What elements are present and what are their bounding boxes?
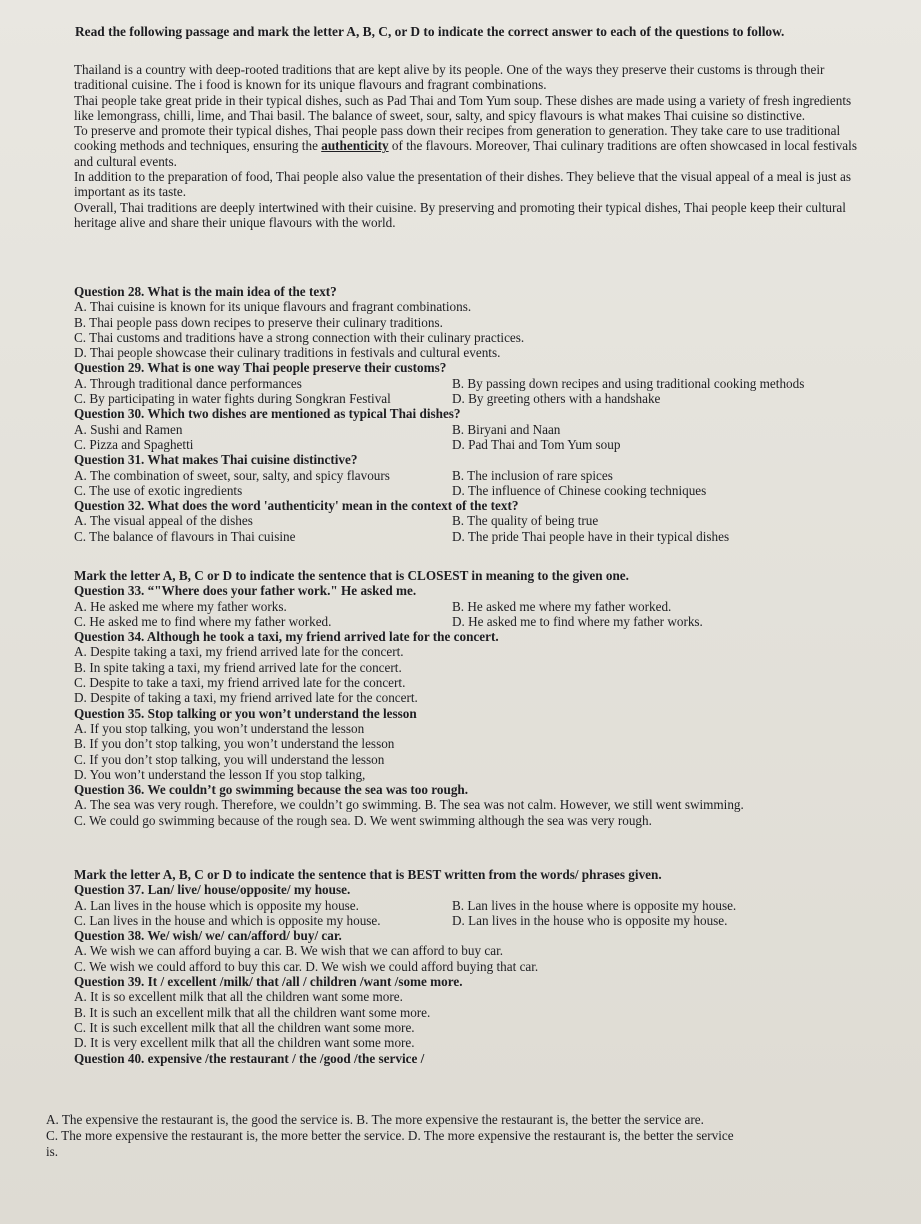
option: C. The use of exotic ingredients bbox=[74, 482, 243, 498]
passage-paragraph-4: In addition to the preparation of food, Thai people also value the presentation of their dishes. They believe that the visual appeal of a meal is just as important as its taste. bbox=[74, 169, 851, 200]
passage-paragraph-2: Thai people take great pride in their typical dishes, such as Pad Thai and Tom Yum soup. These dishes are made using a variety of fresh ingredients like lemongrass, chilli, lime, and Thai basil. The balance of sweet, sour, salty, and spicy flavours is what makes Thai cuisine so distinctive. bbox=[74, 92, 852, 123]
option: C. Despite to take a taxi, my friend arrived late for the concert. bbox=[74, 675, 406, 691]
question-29: Question 29. What is one way Thai people preserve their customs? bbox=[74, 360, 447, 376]
option: A. It is so excellent milk that all the children want some more. bbox=[74, 989, 403, 1005]
option: A. Thai cuisine is known for its unique flavours and fragrant combinations. bbox=[74, 299, 472, 315]
option: C. We wish we could afford to buy this car. D. We wish we could afford buying that car. bbox=[74, 958, 539, 974]
option: B. If you don’t stop talking, you won’t understand the lesson bbox=[74, 736, 395, 752]
question-38: Question 38. We/ wish/ we/ can/afford/ buy/ car. bbox=[74, 928, 342, 944]
question-39: Question 39. It / excellent /milk/ that /all / children /want /some more. bbox=[74, 974, 463, 990]
option: B. In spite taking a taxi, my friend arrived late for the concert. bbox=[74, 659, 402, 675]
question-33: Question 33. “"Where does your father work." He asked me. bbox=[74, 583, 417, 599]
option: A. If you stop talking, you won’t understand the lesson bbox=[74, 720, 365, 736]
option: A. The sea was very rough. Therefore, we couldn’t go swimming. B. The sea was not calm. However, we still went swimming. bbox=[74, 797, 744, 813]
question-40-options bbox=[46, 1112, 906, 1159]
option: A. The expensive the restaurant is, the good the service is. B. The more expensive the restaurant is, the better the service are. bbox=[46, 1112, 704, 1127]
closest-instructions: Mark the letter A, B, C or D to indicate the sentence that is CLOSEST in meaning to the given one. bbox=[74, 568, 629, 583]
option: D. Despite of taking a taxi, my friend arrived late for the concert. bbox=[74, 690, 418, 706]
option: A. Lan lives in the house which is opposite my house. bbox=[74, 897, 359, 913]
question-40: Question 40. expensive /the restaurant / the /good /the service / bbox=[74, 1050, 425, 1066]
option: C. The more expensive the restaurant is, the more better the service. D. The more expensive the restaurant is, the better the service bbox=[46, 1127, 734, 1143]
option: C. We could go swimming because of the rough sea. D. We went swimming although the sea was very rough. bbox=[74, 812, 652, 828]
reading-passage bbox=[74, 62, 874, 230]
option: B. Lan lives in the house where is opposite my house. bbox=[452, 897, 737, 913]
option: A. Sushi and Ramen bbox=[74, 421, 183, 437]
option: D. It is very excellent milk that all the children want some more. bbox=[74, 1035, 415, 1051]
option: B. He asked me where my father worked. bbox=[452, 598, 672, 614]
option: A. Through traditional dance performances bbox=[74, 375, 302, 391]
question-35: Question 35. Stop talking or you won’t understand the lesson bbox=[74, 705, 417, 721]
option: D. You won’t understand the lesson If you stop talking, bbox=[74, 766, 366, 782]
option: C. Thai customs and traditions have a strong connection with their culinary practices. bbox=[74, 329, 525, 345]
option: B. By passing down recipes and using traditional cooking methods bbox=[452, 375, 805, 391]
option: C. He asked me to find where my father worked. bbox=[74, 613, 332, 629]
question-37: Question 37. Lan/ live/ house/opposite/ my house. bbox=[74, 882, 351, 898]
passage-paragraph-1: Thailand is a country with deep-rooted traditions that are kept alive by its people. One of the ways they preserve their customs is through their traditional cuisine. The i food is known for its unique flavours and fragrant combinations. bbox=[74, 62, 825, 93]
option: A. The combination of sweet, sour, salty, and spicy flavours bbox=[74, 467, 390, 483]
option: B. Thai people pass down recipes to preserve their culinary traditions. bbox=[74, 314, 443, 330]
option: D. By greeting others with a handshake bbox=[452, 391, 661, 407]
option: D. The pride Thai people have in their typical dishes bbox=[452, 528, 730, 544]
question-31: Question 31. What makes Thai cuisine distinctive? bbox=[74, 452, 358, 468]
option: B. Biryani and Naan bbox=[452, 421, 561, 437]
question-30: Question 30. Which two dishes are mentioned as typical Thai dishes? bbox=[74, 406, 461, 422]
option: A. He asked me where my father works. bbox=[74, 598, 287, 614]
question-34: Question 34. Although he took a taxi, my friend arrived late for the concert. bbox=[74, 629, 499, 645]
best-instructions: Mark the letter A, B, C or D to indicate the sentence that is BEST written from the words/ phrases given. bbox=[74, 867, 662, 882]
option: A. The visual appeal of the dishes bbox=[74, 513, 253, 529]
option: C. The balance of flavours in Thai cuisine bbox=[74, 528, 296, 544]
passage-paragraph-5: Overall, Thai traditions are deeply intertwined with their cuisine. By preserving and promoting their typical dishes, Thai people keep their cultural heritage alive and share their unique flavours with the world. bbox=[74, 199, 846, 230]
option: B. The inclusion of rare spices bbox=[452, 467, 613, 483]
closest-meaning-section bbox=[74, 568, 874, 828]
option: D. Lan lives in the house who is opposite my house. bbox=[452, 912, 728, 928]
option: D. Pad Thai and Tom Yum soup bbox=[452, 436, 621, 452]
option: B. It is such an excellent milk that all the children want some more. bbox=[74, 1004, 431, 1020]
best-written-section bbox=[74, 867, 874, 1066]
reading-questions bbox=[74, 284, 874, 544]
option: A. Despite taking a taxi, my friend arrived late for the concert. bbox=[74, 644, 404, 660]
option: C. By participating in water fights during Songkran Festival bbox=[74, 391, 391, 407]
option: C. Lan lives in the house and which is opposite my house. bbox=[74, 912, 381, 928]
reading-instructions bbox=[75, 24, 855, 40]
question-28: Question 28. What is the main idea of the text? bbox=[74, 284, 337, 299]
instructions-text: Read the following passage and mark the letter A, B, C, or D to indicate the correct answer to each of the questions to follow. bbox=[75, 24, 785, 39]
passage-paragraph-3: To preserve and promote their typical dishes, Thai people pass down their recipes from generation to generation. They take care to use traditional cooking methods and techniques, ensuring the authenticity of the flavours. Moreover, Thai culinary traditions are often showcased in local festivals and cultural events. bbox=[74, 123, 857, 169]
option: C. Pizza and Spaghetti bbox=[74, 436, 194, 452]
option: C. It is such excellent milk that all the children want some more. bbox=[74, 1019, 415, 1035]
option: D. Thai people showcase their culinary traditions in festivals and cultural events. bbox=[74, 345, 501, 361]
underlined-word: authenticity bbox=[321, 138, 389, 154]
option: B. The quality of being true bbox=[452, 513, 599, 529]
question-36: Question 36. We couldn’t go swimming because the sea was too rough. bbox=[74, 782, 469, 798]
option: A. We wish we can afford buying a car. B. We wish that we can afford to buy car. bbox=[74, 943, 504, 959]
question-32: Question 32. What does the word 'authenticity' mean in the context of the text? bbox=[74, 498, 519, 514]
option: D. The influence of Chinese cooking techniques bbox=[452, 482, 707, 498]
option-continuation: is. bbox=[46, 1143, 59, 1159]
option: D. He asked me to find where my father works. bbox=[452, 613, 703, 629]
option: C. If you don’t stop talking, you will understand the lesson bbox=[74, 751, 385, 767]
